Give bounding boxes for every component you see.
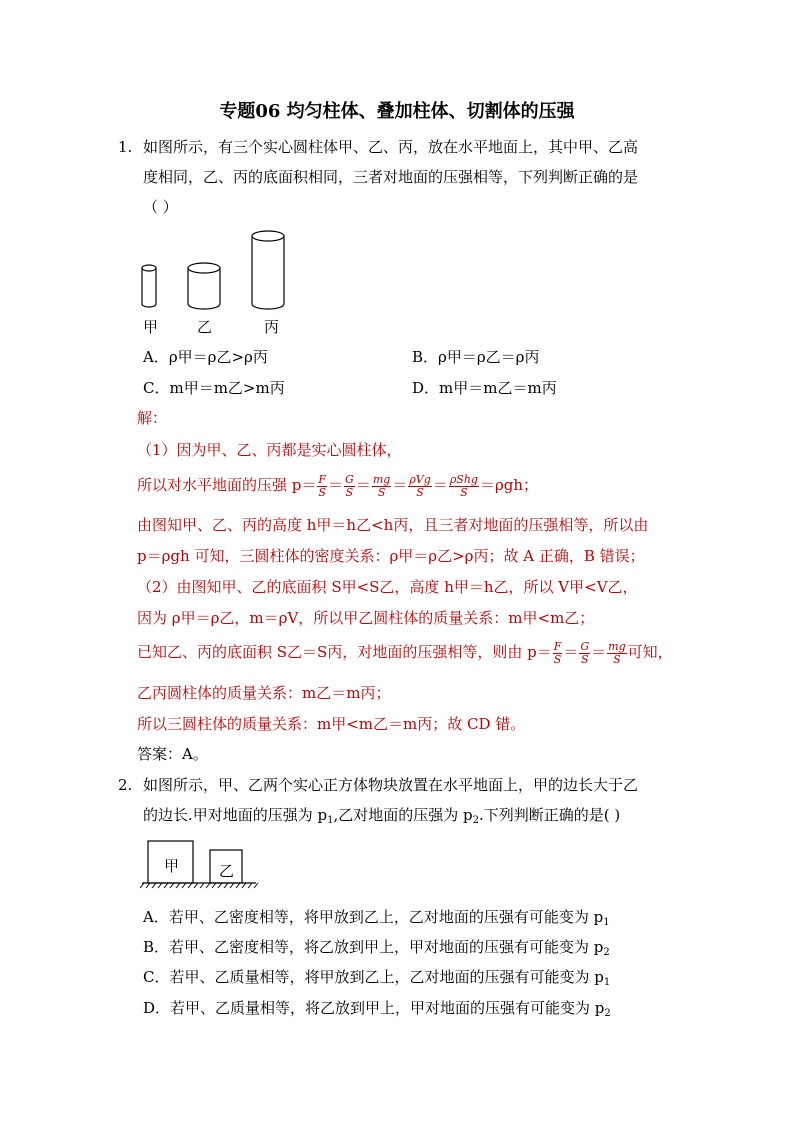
fraction-g-over-s: $\frac{G}{S}$ [580,639,590,666]
cylinder-bing [252,231,284,309]
step2-suffix: ＝ρgh； [479,476,539,494]
q2-option-a: A．若甲、乙密度相等，将甲放到乙上，乙对地面的压强有可能变为 $p_1$ [143,908,610,928]
step7-suffix: 可知， [627,643,673,661]
step7-prefix: 已知乙、丙的底面积 S乙＝S丙，对地面的压强相等，则由 p＝ [137,643,552,661]
q1-label-jia: 甲 [143,318,159,336]
q1-answer: 答案：A。 [137,745,208,763]
q1-label-bing: 丙 [264,318,280,336]
q2-option-c: C．若甲、乙质量相等，将甲放到乙上，乙对地面的压强有可能变为 $p_1$ [143,968,611,988]
q2-option-b: B．若甲、乙密度相等，将乙放到甲上，甲对地面的压强有可能变为 $p_2$ [143,938,610,958]
q1-option-a: A．ρ甲＝ρ乙>ρ丙 [143,348,268,366]
q1-option-c: C．m甲＝m乙>m丙 [143,379,285,397]
cylinder-jia [142,265,156,307]
ground-hatching [140,883,258,888]
q1-solution-step3: 由图知甲、乙、丙的高度 h甲＝h乙<h丙，且三者对地面的压强相等，所以由 [137,516,649,534]
q1-stem-line1: 如图所示，有三个实心圆柱体甲、乙、丙，放在水平地面上，其中甲、乙高 [143,138,639,156]
q2-cubes-figure [140,838,260,890]
q1-option-b: B．ρ甲＝ρ乙＝ρ丙 [412,348,540,366]
q1-answer-paren: （ ） [143,198,178,216]
step2-prefix: 所以对水平地面的压强 p＝ [137,476,317,494]
q2-option-d: D．若甲、乙质量相等，将乙放到甲上，甲对地面的压强有可能变为 $p_2$ [143,999,611,1019]
fraction-mg-over-s: $\frac{mg}{S}$ [372,472,391,499]
q2-label-yi: 乙 [219,862,235,880]
fraction-g-over-s: $\frac{G}{S}$ [345,472,354,499]
fraction-rhovg-over-s: $\frac{\text{ρVg}}{S}$ [409,472,431,499]
q2-label-jia: 甲 [164,857,180,875]
q2-stem-line1: 如图所示，甲、乙两个实心正方体物块放置在水平地面上，甲的边长大于乙 [143,776,639,794]
q2-number: 2. [118,776,133,794]
q1-stem-line2: 度相同，乙、丙的底面积相同，三者对地面的压强相等，下列判断正确的是 [143,168,639,186]
fraction-f-over-s: $\frac{F}{S}$ [553,639,562,666]
q1-solution-step6: 因为 ρ甲＝ρ乙，m＝ρV，所以甲乙圆柱体的质量关系：m甲<m乙； [137,609,595,627]
page-title: 专题06 均匀柱体、叠加柱体、切割体的压强 [219,101,575,122]
q1-solution-step5: （2）由图知甲、乙的底面积 S甲<S乙，高度 h甲＝h乙，所以 V甲<V乙， [137,578,638,596]
q1-solution-step2: 所以对水平地面的压强 p＝ $\frac{F}{S}$ ＝ $\frac{G}{S}$ ＝ $\frac{mg}{S}$ ＝ $\frac{\text{ρVg}}{S}$ ＝ $\frac{\text{ρShg}}{S}$ ＝ρgh； [137,472,539,499]
q1-solution-step7: 已知乙、丙的底面积 S乙＝S丙，对地面的压强相等，则由 p＝ $\frac{F}{S}$ ＝ $\frac{G}{S}$ ＝ $\frac{mg}{S}$ 可知， [137,639,673,666]
fraction-f-over-s: $\frac{F}{S}$ [318,472,327,499]
q1-option-d: D．m甲＝m乙＝m丙 [412,379,557,397]
q1-solution-step4: p＝ρgh 可知，三圆柱体的密度关系：ρ甲＝ρ乙>ρ丙；故 A 正确，B 错误； [137,547,645,565]
q1-solution-step9: 所以三圆柱体的质量关系：m甲<m乙＝m丙；故 CD 错。 [137,715,526,733]
q1-solution-step1: （1）因为甲、乙、丙都是实心圆柱体， [137,441,402,459]
fraction-rhoshg-over-s: $\frac{\text{ρShg}}{S}$ [449,472,478,499]
fraction-mg-over-s: $\frac{mg}{S}$ [608,639,626,666]
q2-stem-line2: 的边长.甲对地面的压强为 $p_1$,乙对地面的压强为 $p_2$.下列判断正确的是( ) [143,806,621,826]
q1-solution-step8: 乙丙圆柱体的质量关系：m乙＝m丙； [137,684,391,702]
q1-number: 1. [118,138,133,156]
cylinder-yi [188,263,220,309]
q1-solution-label: 解： [137,409,168,427]
q1-label-yi: 乙 [197,318,213,336]
